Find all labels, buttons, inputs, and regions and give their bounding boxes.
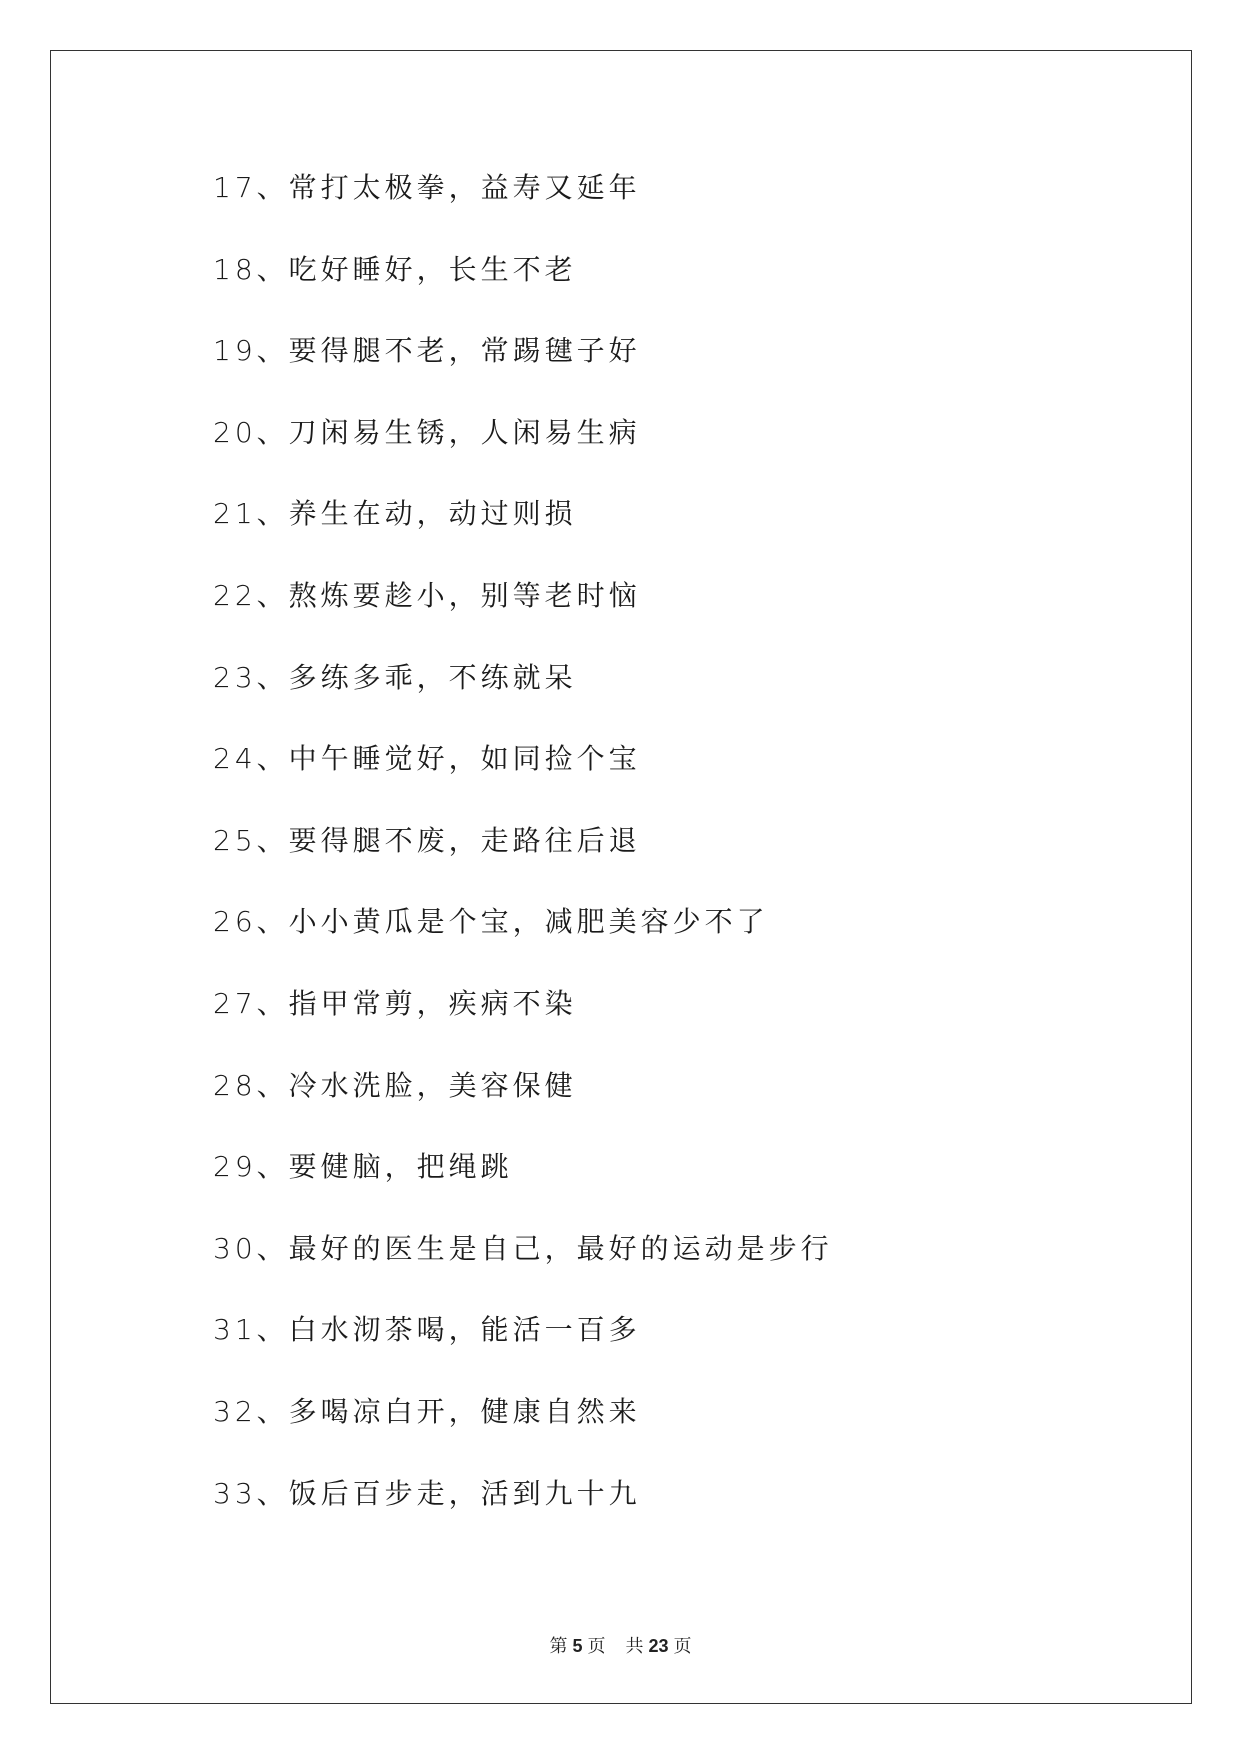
list-item: 22、熬炼要趁小，别等老时恼 xyxy=(213,578,641,612)
total-suffix: 页 xyxy=(673,1636,692,1657)
list-item: 30、最好的医生是自己，最好的运动是步行 xyxy=(213,1231,833,1265)
list-item: 29、要健脑，把绳跳 xyxy=(213,1150,513,1184)
page-prefix: 第 xyxy=(549,1636,568,1657)
list-item: 26、小小黄瓜是个宝，减肥美容少不了 xyxy=(213,905,769,939)
total-prefix: 共 xyxy=(625,1636,644,1657)
list-item: 32、多喝凉白开，健康自然来 xyxy=(213,1394,641,1428)
page-footer xyxy=(0,1632,1241,1658)
list-item: 18、吃好睡好，长生不老 xyxy=(213,252,577,286)
list-item: 25、要得腿不废，走路往后退 xyxy=(213,823,641,857)
total-pages: 23 xyxy=(648,1636,669,1656)
page-suffix: 页 xyxy=(587,1636,606,1657)
list-item: 19、要得腿不老，常踢毽子好 xyxy=(213,334,641,368)
list-item: 21、养生在动，动过则损 xyxy=(213,497,577,531)
list-item: 28、冷水洗脸，美容保健 xyxy=(213,1068,577,1102)
list-item: 20、刀闲易生锈，人闲易生病 xyxy=(213,415,641,449)
list-item: 24、中午睡觉好，如同捡个宝 xyxy=(213,742,641,776)
page-number: 5 xyxy=(572,1636,583,1656)
list-item: 33、饭后百步走，活到九十九 xyxy=(213,1476,641,1510)
list-item: 27、指甲常剪，疾病不染 xyxy=(213,986,577,1020)
list-item: 17、常打太极拳，益寿又延年 xyxy=(213,171,641,204)
list-item: 31、白水沏茶喝，能活一百多 xyxy=(213,1313,641,1347)
list-item: 23、多练多乖，不练就呆 xyxy=(213,660,577,694)
document-body xyxy=(213,168,1113,1555)
